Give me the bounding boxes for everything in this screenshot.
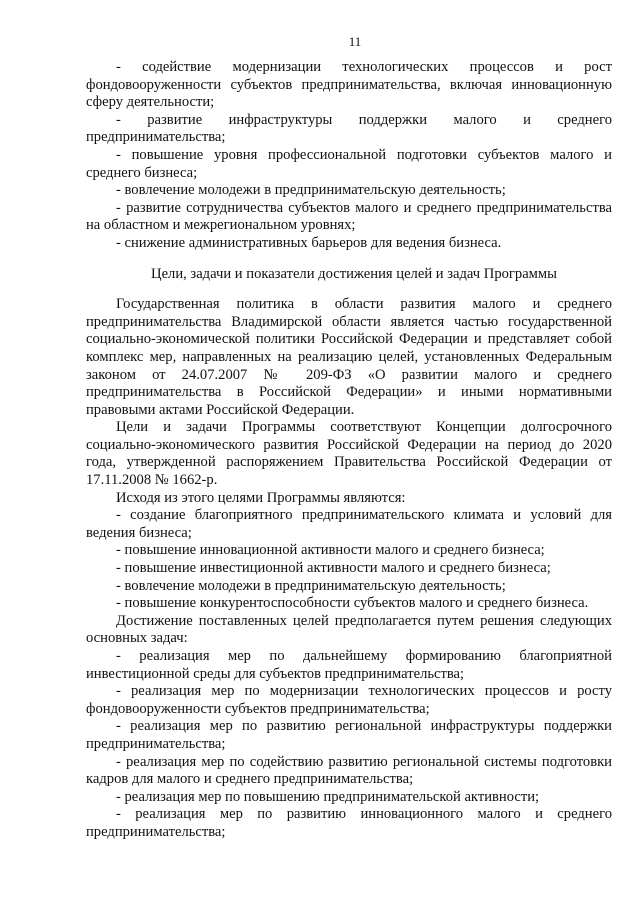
section-heading: Цели, задачи и показатели достижения целей и задач Программы xyxy=(151,265,557,282)
goal-item: - создание благоприятного предпринимательского климата и условий для ведения бизнеса; xyxy=(86,507,612,541)
goals-intro: Исходя из этого целями Программы являются: xyxy=(116,489,406,506)
task-item: - реализация мер по модернизации технологических процессов и росту фондовооруженности субъектов предпринимательства; xyxy=(86,683,612,717)
task-item: - реализация мер по дальнейшему формированию благоприятной инвестиционной среды для субъектов предпринимательства; xyxy=(86,648,612,682)
page-number: 11 xyxy=(348,34,362,49)
task-item: - реализация мер по повышению предпринимательской активности; xyxy=(116,788,540,805)
goal-item: - повышение инновационной активности малого и среднего бизнеса; xyxy=(116,542,545,559)
tasks-intro: Достижение поставленных целей предполагается путем решения следующих основных задач: xyxy=(86,612,612,647)
task-item: - реализация мер по развитию региональной инфраструктуры поддержки предпринимательства; xyxy=(86,718,612,752)
top-list-item: - содействие модернизации технологических процессов и рост фондовооруженности субъектов предпринимательства, включая инновационную сферу деятельности; xyxy=(86,59,612,111)
task-item: - реализация мер по развитию инновационного малого и среднего предпринимательства; xyxy=(86,806,612,840)
top-list-item: - развитие инфраструктуры поддержки малого и среднего предпринимательства; xyxy=(86,111,612,146)
task-item: - реализация мер по содействию развитию региональной системы подготовки кадров для малого и среднего предпринимательства; xyxy=(86,753,612,788)
top-list-item: - повышение уровня профессиональной подготовки субъектов малого и среднего бизнеса; xyxy=(86,146,612,181)
main-section xyxy=(86,266,612,842)
goal-item: - повышение конкурентоспособности субъектов малого и среднего бизнеса. xyxy=(116,595,589,612)
goal-item: - вовлечение молодежи в предпринимательскую деятельность; xyxy=(116,577,506,594)
top-list-item: - снижение административных барьеров для ведения бизнеса. xyxy=(116,234,502,251)
top-list-item: - развитие сотрудничества субъектов малого и среднего предпринимательства на областном и межрегиональном уровнях; xyxy=(86,199,612,234)
goal-item: - повышение инвестиционной активности малого и среднего бизнеса; xyxy=(116,560,551,577)
top-list-item: - вовлечение молодежи в предпринимательскую деятельность; xyxy=(116,182,506,199)
paragraph-concept: Цели и задачи Программы соответствуют Концепции долгосрочного социально-экономического развития Российской Федерации на период до 2020 года, утвержденной распоряжением Правительства Российской Федерации от 17.11.2008 № 1662-р. xyxy=(86,419,612,489)
top-list xyxy=(86,59,612,253)
paragraph-policy: Государственная политика в области развития малого и среднего предпринимательства Владимирской области является частью государственной социально-экономической политики Российской Федерации и представляет собой комплекс мер, направленных на реализацию целей, установленных Федеральным законом от 24.07.2007 № 209-ФЗ «О развитии малого и среднего предпринимательства в Российской Федерации» и иными нормативными правовыми актами Российской Федерации. xyxy=(86,296,612,418)
